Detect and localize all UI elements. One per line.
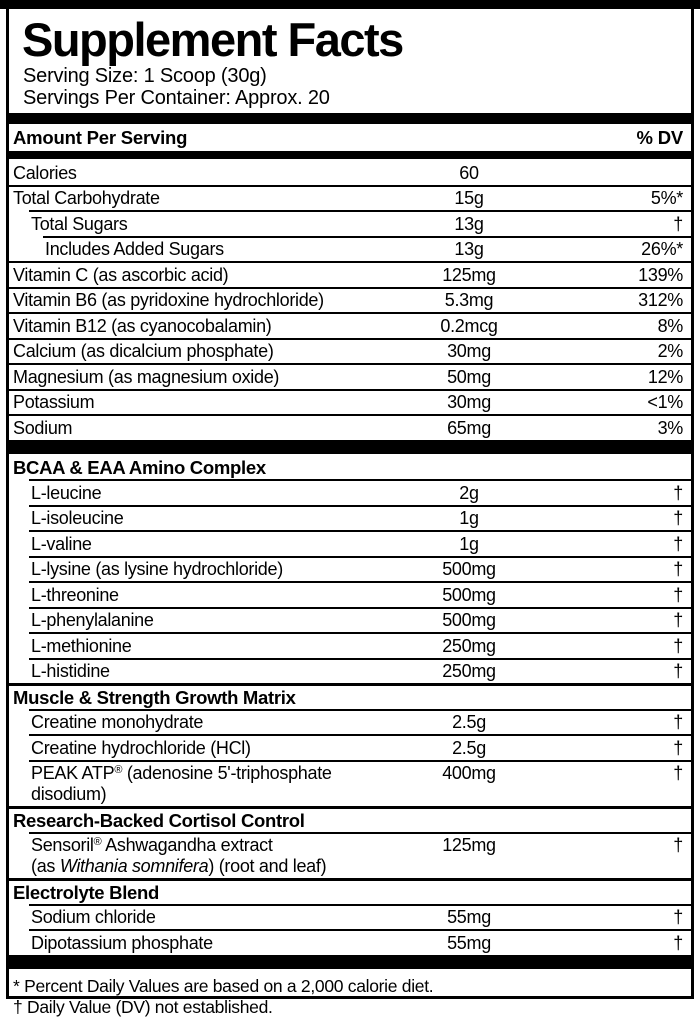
dv-value: † xyxy=(673,610,683,630)
amount-value: 2g xyxy=(459,482,479,503)
ingredient-name: Calories xyxy=(13,162,77,183)
amount-value: 125mg xyxy=(442,264,496,285)
amount-value: 250mg xyxy=(442,635,496,656)
dv-value: 5%* xyxy=(650,188,683,208)
nutrient-row xyxy=(9,210,691,236)
dv-value: 312% xyxy=(638,290,683,310)
amount-value: 500mg xyxy=(442,610,496,630)
dv-value: 26%* xyxy=(641,239,683,259)
dv-value: 3% xyxy=(657,417,683,438)
ingredient-name: Creatine monohydrate xyxy=(31,712,204,732)
column-header-divider-bar xyxy=(9,151,691,159)
dv-value: † xyxy=(673,907,683,927)
ingredient-name: Vitamin B12 (as cyanocobalamin) xyxy=(13,315,272,336)
amount-value: 5.3mg xyxy=(444,290,494,310)
ingredient-name: Sodium xyxy=(13,417,73,438)
ingredient-name: L-methionine xyxy=(31,635,132,656)
amount-value: 125mg xyxy=(442,835,496,855)
ingredient-name: Sensoril® Ashwagandha extract (as Withania somnifera) (root and leaf) xyxy=(13,835,411,877)
ingredient-name: Calcium (as dicalcium phosphate) xyxy=(13,341,274,361)
nutrient-row xyxy=(9,287,691,313)
nutrient-row xyxy=(9,414,691,440)
dv-value: † xyxy=(673,932,683,953)
ingredient-name: L-isoleucine xyxy=(31,508,124,528)
nutrient-row xyxy=(9,658,691,684)
supplement-facts-label xyxy=(6,9,694,1017)
ingredient-name: PEAK ATP® (adenosine 5'-triphosphate disodium) xyxy=(31,763,332,804)
section-title: Electrolyte Blend xyxy=(13,881,160,903)
section-header-row xyxy=(9,683,691,709)
facts-table xyxy=(9,159,691,969)
nutrient-row xyxy=(9,338,691,364)
amount-value: 50mg xyxy=(447,366,491,387)
nutrient-row xyxy=(9,607,691,633)
ingredient-name: Sodium chloride xyxy=(31,907,156,927)
top-accent-bar xyxy=(0,0,700,9)
dv-value: † xyxy=(673,533,683,554)
footnote-line: † Daily Value (DV) not established. xyxy=(13,996,273,1017)
nutrient-row xyxy=(9,760,691,807)
nutrient-row xyxy=(9,389,691,415)
amount-value: 500mg xyxy=(442,584,496,605)
nutrient-row xyxy=(9,479,691,505)
section-title: Research-Backed Cortisol Control xyxy=(13,809,305,831)
column-header-row xyxy=(9,124,691,151)
amount-value: 2.5g xyxy=(452,712,486,732)
header-divider-bar xyxy=(9,113,691,124)
nutrient-row xyxy=(9,236,691,262)
dv-value: 12% xyxy=(647,366,683,387)
section-divider-bar xyxy=(9,440,691,454)
dv-value: † xyxy=(673,584,683,605)
ingredient-name: Vitamin C (as ascorbic acid) xyxy=(13,264,229,285)
amount-value: 400mg xyxy=(442,763,496,783)
ingredient-name-line2: (as Withania somnifera) (root and leaf) xyxy=(31,856,327,876)
dv-value: † xyxy=(673,835,683,855)
dv-value: † xyxy=(673,508,683,528)
amount-value: 0.2mcg xyxy=(440,315,498,336)
nutrient-row xyxy=(9,709,691,735)
ingredient-name: Creatine hydrochloride (HCl) xyxy=(31,737,251,758)
dv-value: † xyxy=(673,712,683,732)
ingredient-name: L-valine xyxy=(31,533,92,554)
footnote-line: * Percent Daily Values are based on a 2,000 calorie diet. xyxy=(13,975,434,996)
nutrient-row xyxy=(9,632,691,658)
section-title: Muscle & Strength Growth Matrix xyxy=(13,686,296,708)
nutrient-row xyxy=(9,363,691,389)
amount-value: 1g xyxy=(459,508,479,528)
amount-value: 2.5g xyxy=(452,737,486,758)
dv-value: 8% xyxy=(657,315,683,336)
percent-dv-label: % DV xyxy=(636,127,683,148)
amount-value: 15g xyxy=(454,188,484,208)
amount-value: 500mg xyxy=(442,559,496,579)
amount-value: 30mg xyxy=(447,341,491,361)
ingredient-name: Magnesium (as magnesium oxide) xyxy=(13,366,280,387)
nutrient-row xyxy=(9,159,691,185)
ingredient-name: Includes Added Sugars xyxy=(45,239,224,259)
ingredient-name: L-lysine (as lysine hydrochloride) xyxy=(31,559,283,579)
nutrient-row xyxy=(9,556,691,582)
ingredient-name: Total Carbohydrate xyxy=(13,188,160,208)
nutrient-row xyxy=(9,312,691,338)
nutrient-row xyxy=(9,505,691,531)
ingredient-name: Total Sugars xyxy=(31,213,128,234)
dv-value: † xyxy=(673,737,683,758)
amount-value: 60 xyxy=(459,162,479,183)
amount-value: 13g xyxy=(454,239,484,259)
amount-value: 250mg xyxy=(442,661,496,681)
serving-size: Serving Size: 1 Scoop (30g) xyxy=(23,65,267,87)
dv-value: † xyxy=(673,213,683,234)
amount-value: 13g xyxy=(454,213,484,234)
section-header-row xyxy=(9,454,691,480)
dv-value: † xyxy=(673,635,683,656)
ingredient-name: L-histidine xyxy=(31,661,110,681)
dv-value: <1% xyxy=(647,392,683,412)
dv-value: 2% xyxy=(657,341,683,361)
amount-value: 30mg xyxy=(447,392,491,412)
ingredient-name: Potassium xyxy=(13,392,95,412)
nutrient-row xyxy=(9,261,691,287)
amount-value: 55mg xyxy=(447,932,491,953)
ingredient-name: Dipotassium phosphate xyxy=(31,932,213,953)
nutrient-row xyxy=(9,832,691,879)
footnotes xyxy=(9,969,691,1018)
dv-value: † xyxy=(673,763,683,783)
nutrient-row xyxy=(9,734,691,760)
label-title: Supplement Facts xyxy=(22,13,403,66)
ingredient-name: Vitamin B6 (as pyridoxine hydrochloride) xyxy=(13,290,324,310)
nutrient-row xyxy=(9,581,691,607)
amount-per-serving-label: Amount Per Serving xyxy=(13,127,188,148)
dv-value: † xyxy=(673,559,683,579)
servings-per-container: Servings Per Container: Approx. 20 xyxy=(23,87,330,109)
dv-value: † xyxy=(673,482,683,503)
dv-value: † xyxy=(673,661,683,681)
section-header-row xyxy=(9,806,691,832)
nutrient-row xyxy=(9,185,691,211)
amount-value: 55mg xyxy=(447,907,491,927)
amount-value: 1g xyxy=(459,533,479,554)
dv-value: 139% xyxy=(638,264,683,285)
nutrient-row xyxy=(9,929,691,955)
section-title: BCAA & EAA Amino Complex xyxy=(13,457,266,478)
amount-value: 65mg xyxy=(447,417,491,438)
nutrient-row xyxy=(9,530,691,556)
section-header-row xyxy=(9,878,691,904)
section-divider-bar xyxy=(9,955,691,969)
ingredient-name: L-threonine xyxy=(31,584,119,605)
ingredient-name: L-leucine xyxy=(31,482,102,503)
ingredient-name: L-phenylalanine xyxy=(31,610,154,630)
nutrient-row xyxy=(9,904,691,930)
